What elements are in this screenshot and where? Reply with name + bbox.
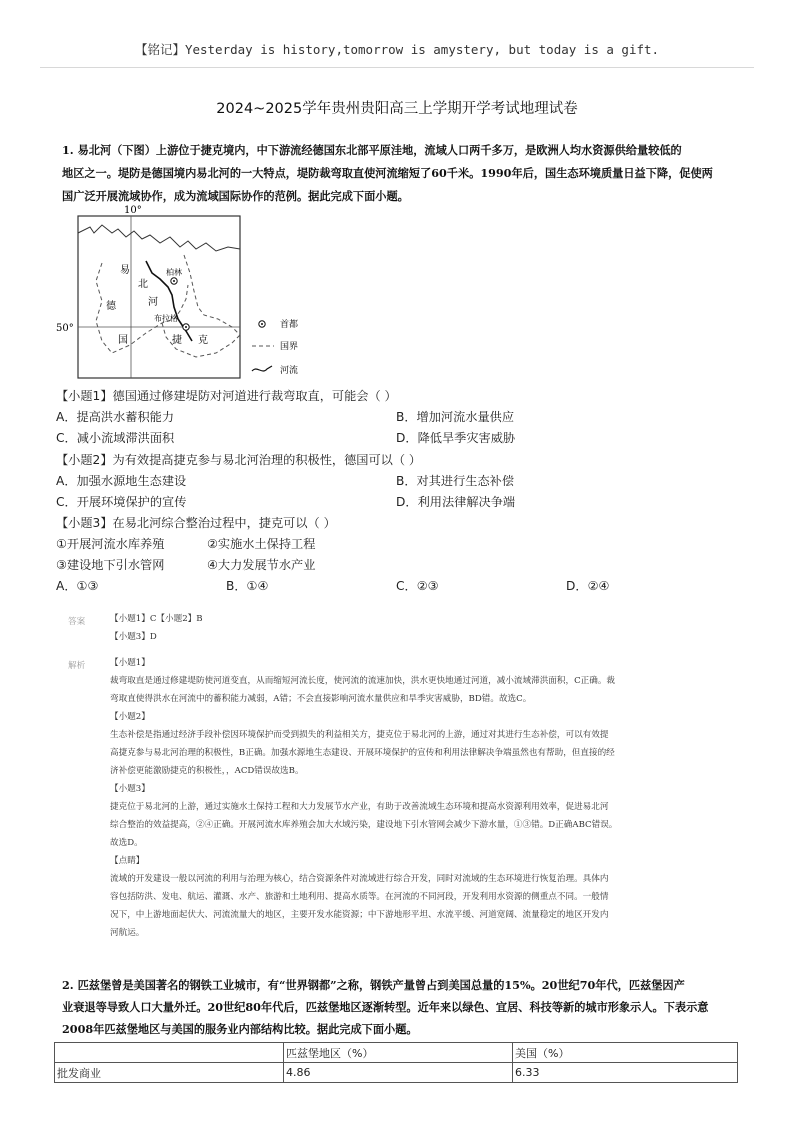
analysis-line: 捷克位于易北河的上游，通过实施水土保持工程和大力发展节水产业，有助于改善流域生态环境和提高水资源利用效率，促进易北河 (110, 802, 609, 812)
region-label: 德 (106, 301, 116, 312)
q1-sub3-item: ②实施水土保持工程 (207, 537, 316, 551)
q1-sub1-option-b[interactable]: B．增加河流水量供应 (396, 410, 515, 424)
analysis-line: 弯取直使得洪水在河流中的蓄积能力减弱，A错；不会直接影响河流水量供应和旱季灾害威胁，BD错。故选C。 (110, 694, 532, 704)
legend-river-icon (252, 366, 272, 371)
q2-intro-line: 业衰退等导致人口大量外迁。20世纪80年代后，匹兹堡地区逐渐转型。近年来以绿色、宜居、科技等新的城市形象示人。下表示意 (62, 1000, 709, 1014)
q1-sub3-item: ③建设地下引水管网 (56, 558, 165, 572)
q1-sub3-item: ④大力发展节水产业 (207, 558, 316, 572)
table-cell: 批发商业 (55, 1063, 284, 1083)
q1-sub3-stem: 【小题3】在易北河综合整治过程中，捷克可以（ ） (56, 516, 336, 530)
analysis-line: 【小题1】 (110, 658, 150, 668)
elbe-river-map (56, 203, 316, 383)
analysis-line: 【点睛】 (110, 856, 145, 866)
service-structure-table (54, 1042, 738, 1083)
lat-label: 50° (56, 323, 74, 334)
q1-sub1-stem: 【小题1】德国通过修建堤防对河道进行裁弯取直，可能会（ ） (56, 389, 397, 403)
region-label: 易 (120, 265, 130, 276)
analysis-line: 流域的开发建设一般以河流的利用与治理为核心，结合资源条件对流域进行综合开发，同时对流域的生态环境进行恢复治理。具体内 (110, 874, 609, 884)
table-header-row (55, 1043, 738, 1063)
q1-sub3-item: ①开展河流水库养殖 (56, 537, 165, 551)
legend-river-label: 河流 (280, 366, 299, 376)
q1-sub3-option-d[interactable]: D．②④ (566, 579, 610, 593)
legend-border-label: 国界 (280, 342, 299, 352)
q1-sub1-option-a[interactable]: A．提高洪水蓄积能力 (56, 410, 175, 424)
q1-intro (62, 139, 762, 208)
analysis-line: 济补偿更能激励捷克的积极性，，ACD错误故选B。 (110, 766, 304, 776)
q1-sub3-option-c[interactable]: C．②③ (396, 579, 439, 593)
analysis-line: 裁弯取直是通过修建堤防使河道变直，从而缩短河流长度，使河流的流速加快，洪水更快地通过河道，减小流域滞洪面积，C正确。裁 (110, 676, 616, 686)
q1-intro-line: 地区之一。堤防是德国境内易北河的一大特点，堤防裁弯取直使河流缩短了60千米。1990年后，国生态环境质量日益下降，促使两 (62, 166, 713, 180)
q1-sub3-option-a[interactable]: A．①③ (56, 579, 99, 593)
table-cell: 4.86 (284, 1063, 513, 1083)
analysis-line: 【小题2】 (110, 712, 150, 722)
analysis-block (110, 654, 750, 942)
analysis-line: 综合整治的效益提高，②④正确。开展河流水库养殖会加大水域污染，建设地下引水管网会减少下游水量，①③错。D正确ABC错误。 (110, 820, 618, 830)
region-label: 北 (138, 279, 148, 290)
legend-capital-dot (261, 323, 263, 325)
prague-capital-dot (185, 326, 187, 328)
q2-intro-line: 2. 匹兹堡曾是美国著名的钢铁工业城市，有“世界钢都”之称，钢铁产量曾占到美国总量的15%。20世纪70年代，匹兹堡因产 (62, 978, 685, 992)
q1-sub3-option-b[interactable]: B．①④ (226, 579, 269, 593)
q1-sub2-stem: 【小题2】为有效提高捷克参与易北河治理的积极性，德国可以（ ） (56, 453, 422, 467)
answer-line: 【小题3】D (110, 632, 157, 642)
analysis-line: 况下，中上游地面起伏大、河流流量大的地区，主要开发水能资源；中下游地形平坦、水流平缓、河道宽阔、流量稳定的地区开发内 (110, 910, 609, 920)
region-label: 河 (148, 297, 158, 308)
region-label: 克 (198, 335, 208, 346)
table-header-cell: 美国（%） (513, 1043, 738, 1063)
city-label-berlin: 柏林 (166, 268, 182, 277)
q1-sub1-option-d[interactable]: D．降低旱季灾害威胁 (396, 431, 516, 445)
map-frame (78, 216, 240, 378)
table-cell: 6.33 (513, 1063, 738, 1083)
analysis-line: 生态补偿是指通过经济手段补偿因环境保护而受到损失的利益相关方，捷克位于易北河的上游，通过对其进行生态补偿，可以有效提 (110, 730, 609, 740)
analysis-line: 容包括防洪、发电、航运、灌溉、水产、旅游和土地利用、提高水质等。在河流的不同河段，开发利用水资源的侧重点不同。一般情 (110, 892, 609, 902)
motto-banner: 【铭记】Yesterday is history,tomorrow is amystery, but today is a gift. (134, 42, 660, 57)
q1-intro-line: 国广泛开展流域协作，成为流域国际协作的范例。据此完成下面小题。 (62, 189, 409, 203)
q1-sub1-option-c[interactable]: C．减小流域滞洪面积 (56, 431, 175, 445)
answer-block (110, 610, 203, 646)
q1-sub2-option-a[interactable]: A．加强水源地生态建设 (56, 474, 187, 488)
berlin-capital-dot (173, 280, 175, 282)
table-row (55, 1063, 738, 1083)
q2-intro (62, 974, 762, 1040)
analysis-label: 解析 (68, 661, 86, 671)
q2-intro-line: 2008年匹兹堡地区与美国的服务业内部结构比较。据此完成下面小题。 (62, 1022, 418, 1036)
q1-sub2-option-c[interactable]: C．开展环境保护的宣传 (56, 495, 187, 509)
analysis-line: 高捷克参与易北河治理的积极性，B正确。加强水源地生态建设、开展环境保护的宣传和利用法律解决争端虽然也有帮助，但直接的经 (110, 748, 615, 758)
analysis-line: 河航运。 (110, 928, 145, 938)
q1-intro-line: 1. 易北河（下图）上游位于捷克境内，中下游流经德国东北部平原洼地，流域人口两千多万，是欧洲人均水资源供给量较低的 (62, 143, 682, 157)
city-label-prague: 布拉格 (154, 314, 178, 323)
answer-line: 【小题1】C【小题2】B (110, 614, 203, 624)
header-divider (40, 67, 754, 68)
analysis-line: 【小题3】 (110, 784, 150, 794)
page-title: 2024~2025学年贵州贵阳高三上学期开学考试地理试卷 (216, 101, 578, 117)
table-header-cell (55, 1043, 284, 1063)
q1-sub2-option-b[interactable]: B．对其进行生态补偿 (396, 474, 515, 488)
answer-label: 答案 (68, 617, 86, 627)
region-label: 捷 (172, 335, 182, 346)
q1-sub2-option-d[interactable]: D．利用法律解决争端 (396, 495, 516, 509)
legend-capital-label: 首都 (280, 320, 299, 330)
analysis-line: 故选D。 (110, 838, 143, 848)
region-label: 国 (118, 335, 128, 346)
lon-label: 10° (124, 205, 142, 216)
table-header-cell: 匹兹堡地区（%） (284, 1043, 513, 1063)
